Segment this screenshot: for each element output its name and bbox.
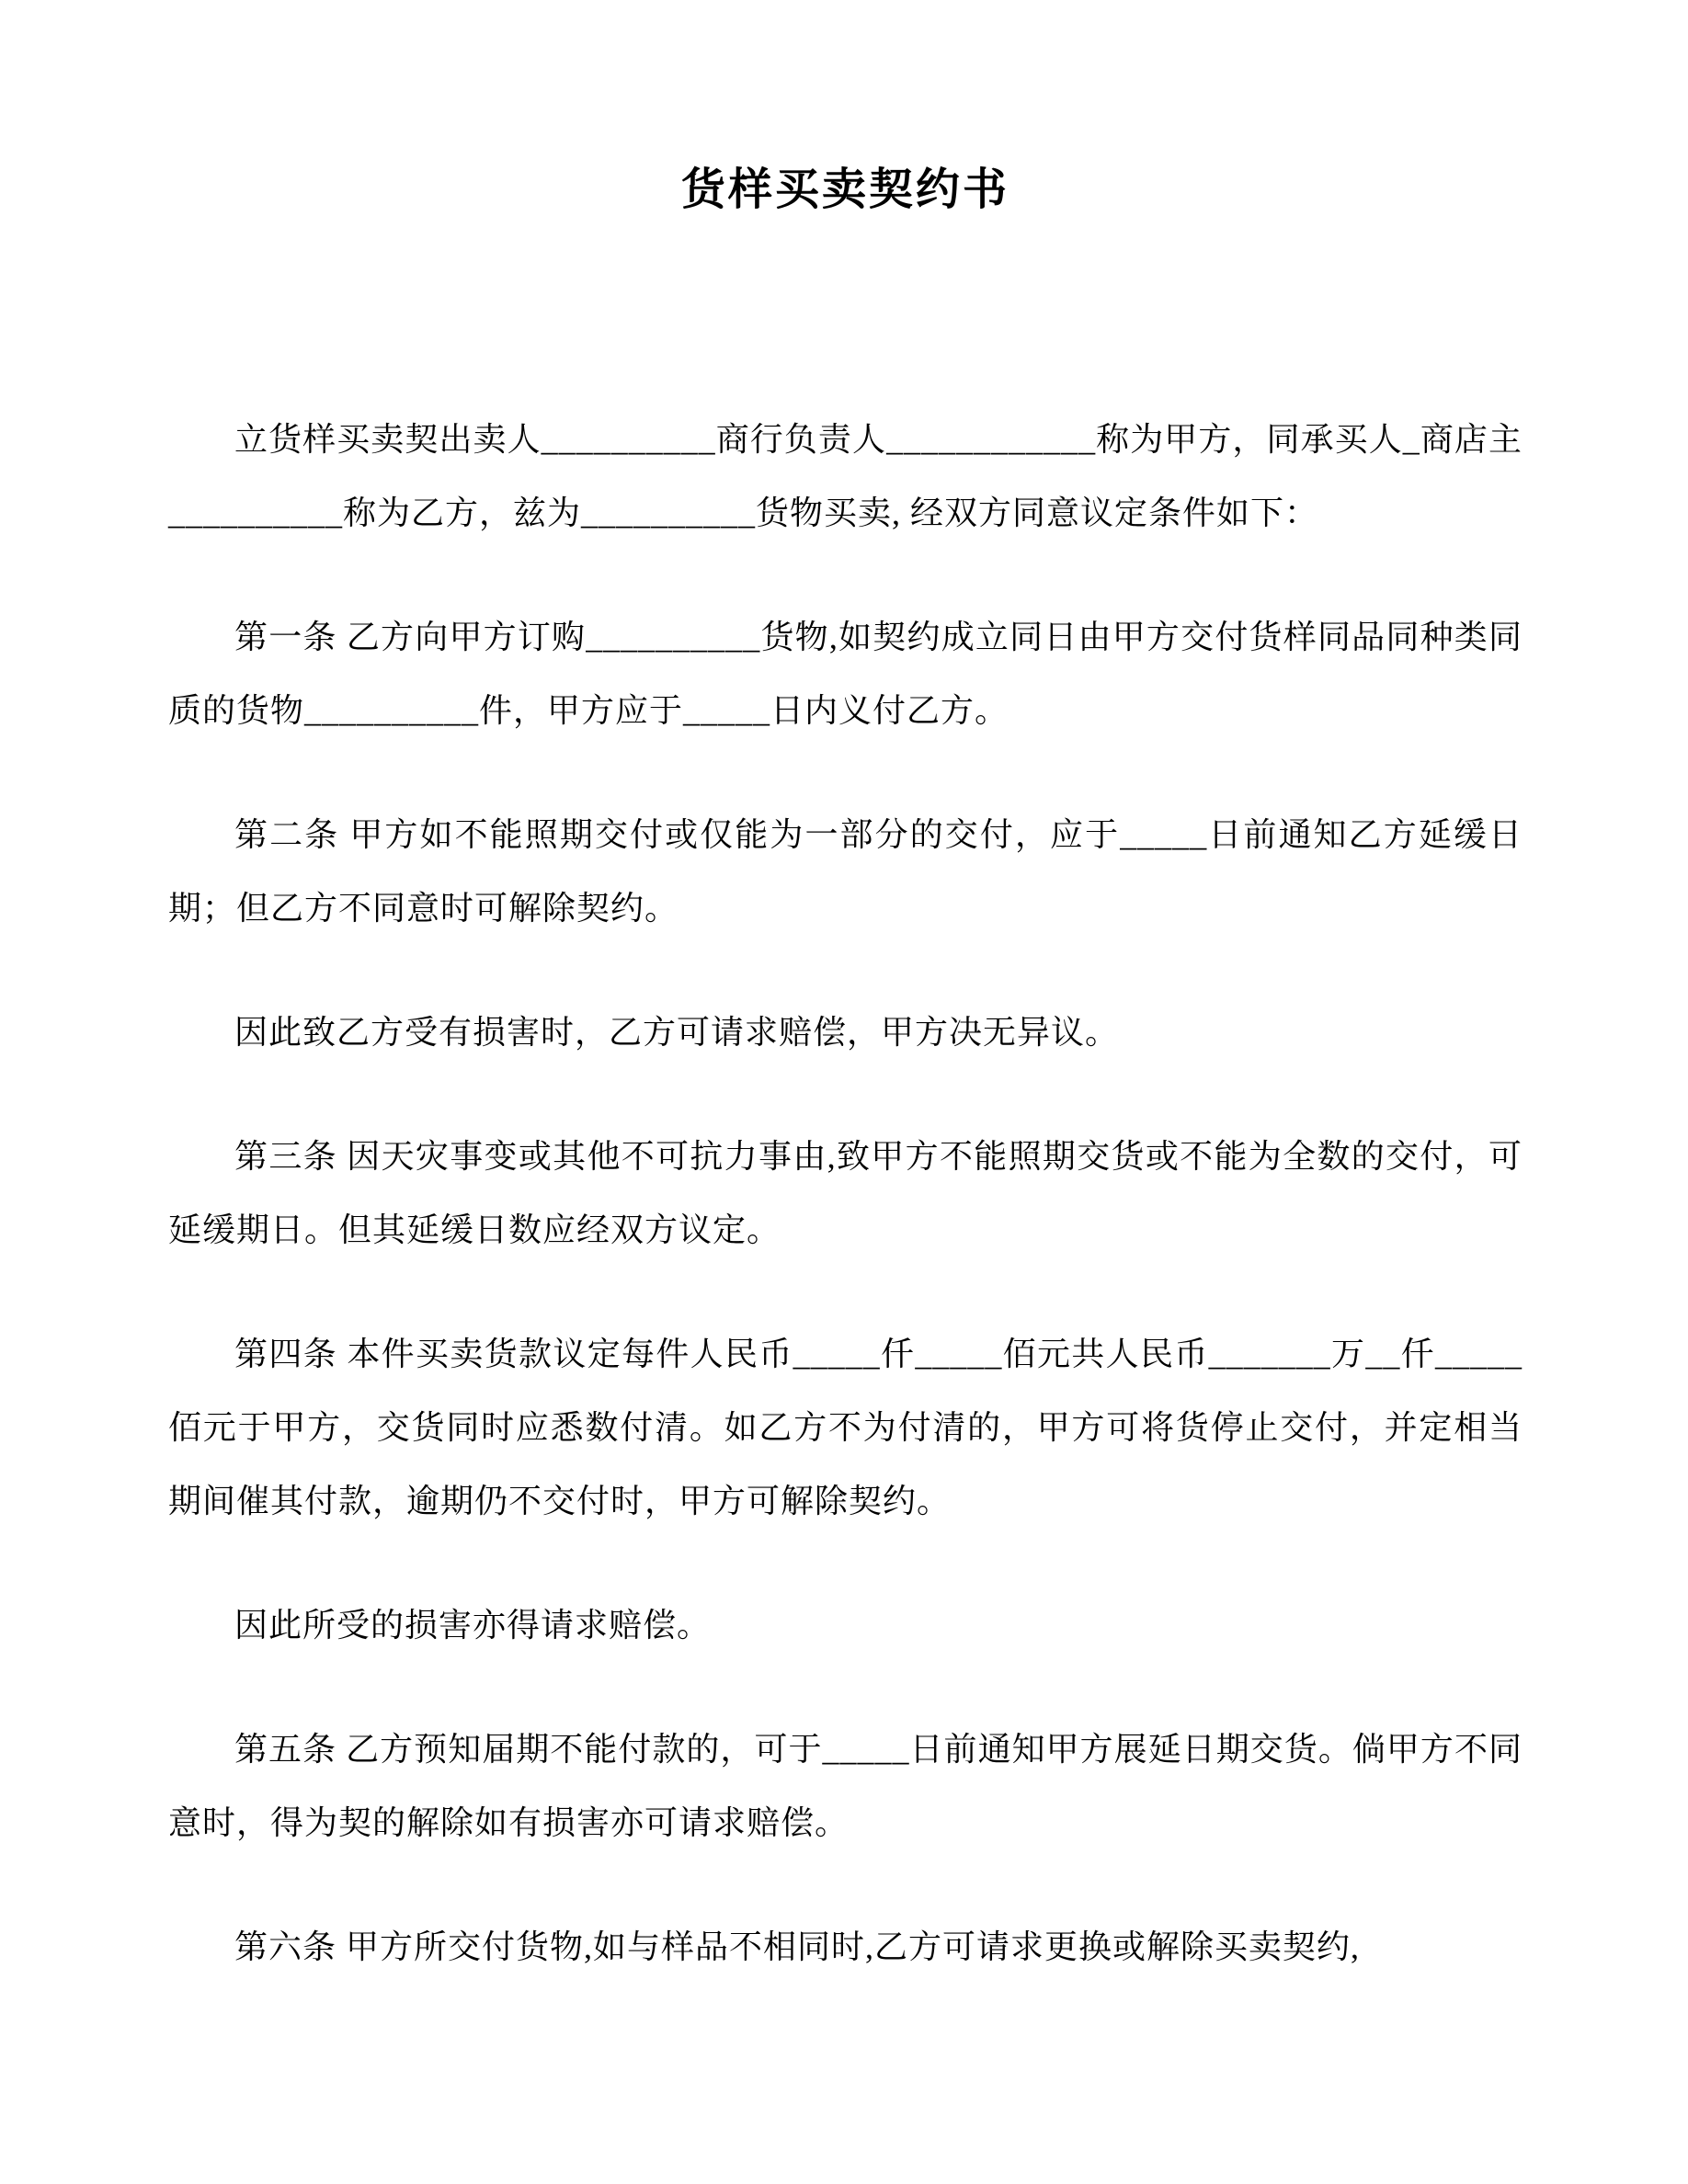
contract-paragraph-4: 因此致乙方受有损害时，乙方可请求赔偿，甲方决无异议。	[234, 1014, 1120, 1051]
contract-paragraph-6: 第四条 本件买卖货款议定每件人民币_____仟_____佰元共人民币_______万__仟_____佰元于甲方，交货同时应悉数付清。如乙方不为付清的，甲方可将货停止交付，并定相当期间催其付款，逾期仍不交付时，甲方可解除契约。	[168, 1336, 1523, 1519]
contract-paragraph-5: 第三条 因天灾事变或其他不可抗力事由,致甲方不能照期交货或不能为全数的交付，可延缓期日。但其延缓日数应经双方议定。	[168, 1138, 1523, 1248]
contract-paragraph-1: 立货样买卖契出卖人__________商行负责人____________称为甲方，同承买人_商店主__________称为乙方，兹为__________货物买卖, 经双方同意议定条件如下：	[168, 421, 1523, 531]
contract-paragraph-9: 第六条 甲方所交付货物,如与样品不相同时,乙方可请求更换或解除买卖契约,	[234, 1928, 1361, 1965]
contract-paragraph-7: 因此所受的损害亦得请求赔偿。	[234, 1607, 712, 1644]
contract-paragraph-3: 第二条 甲方如不能照期交付或仅能为一部分的交付，应于_____日前通知乙方延缓日期；但乙方不同意时可解除契约。	[168, 816, 1523, 927]
document-body	[168, 403, 1523, 1984]
document-title: 货样买卖契约书	[680, 165, 1009, 214]
contract-paragraph-8: 第五条 乙方预知届期不能付款的，可于_____日前通知甲方展延日期交货。倘甲方不同意时，得为契的解除如有损害亦可请求赔偿。	[168, 1731, 1523, 1841]
contract-paragraph-2: 第一条 乙方向甲方订购__________货物,如契约成立同日由甲方交付货样同品同种类同质的货物__________件，甲方应于_____日内义付乙方。	[168, 619, 1523, 729]
